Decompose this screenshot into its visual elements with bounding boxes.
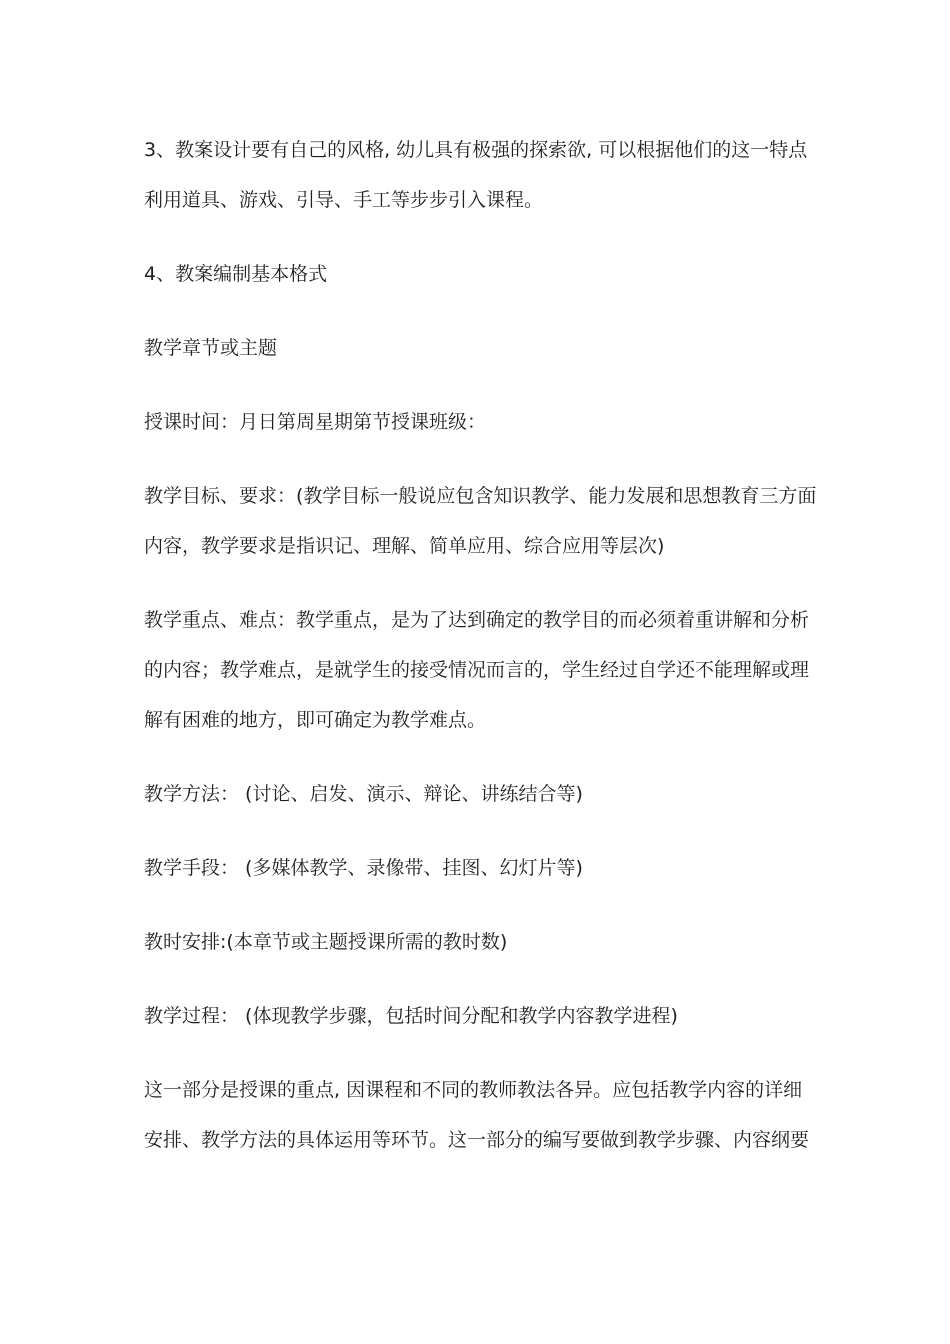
paragraph-line-style: 3、教案设计要有自己的风格, 幼儿具有极强的探索欲, 可以根据他们的这一特点 bbox=[144, 139, 808, 161]
field-objectives-cont: 内容，教学要求是指识记、理解、简单应用、综合应用等层次) bbox=[144, 535, 665, 557]
paragraph-process-detail-cont: 安排、教学方法的具体运用等环节。这一部分的编写要做到教学步骤、内容纲要 bbox=[144, 1129, 810, 1151]
field-teaching-means: 教学手段： (多媒体教学、录像带、挂图、幻灯片等) bbox=[144, 857, 583, 879]
field-time-allocation: 教时安排:(本章节或主题授课所需的教时数) bbox=[144, 931, 508, 953]
field-key-points-cont-2: 解有困难的地方，即可确定为教学难点。 bbox=[144, 709, 487, 731]
field-teaching-methods: 教学方法： (讨论、启发、演示、辩论、讲练结合等) bbox=[144, 783, 583, 805]
field-class-time: 授课时间：月日第周星期第节授课班级： bbox=[144, 411, 487, 433]
heading-format: 4、教案编制基本格式 bbox=[144, 263, 328, 285]
field-chapter-topic: 教学章节或主题 bbox=[144, 337, 278, 359]
field-objectives: 教学目标、要求：(教学目标一般说应包含知识教学、能力发展和思想教育三方面 bbox=[144, 485, 817, 507]
field-key-points: 教学重点、难点：教学重点，是为了达到确定的教学目的而必须着重讲解和分析 bbox=[144, 609, 810, 631]
paragraph-line-style-cont: 利用道具、游戏、引导、手工等步步引入课程。 bbox=[144, 189, 544, 211]
paragraph-process-detail: 这一部分是授课的重点, 因课程和不同的教师教法各异。应包括教学内容的详细 bbox=[144, 1079, 803, 1101]
field-key-points-cont-1: 的内容；教学难点，是就学生的接受情况而言的，学生经过自学还不能理解或理 bbox=[144, 659, 810, 681]
field-teaching-process: 教学过程： (体现教学步骤，包括时间分配和教学内容教学进程) bbox=[144, 1005, 678, 1027]
